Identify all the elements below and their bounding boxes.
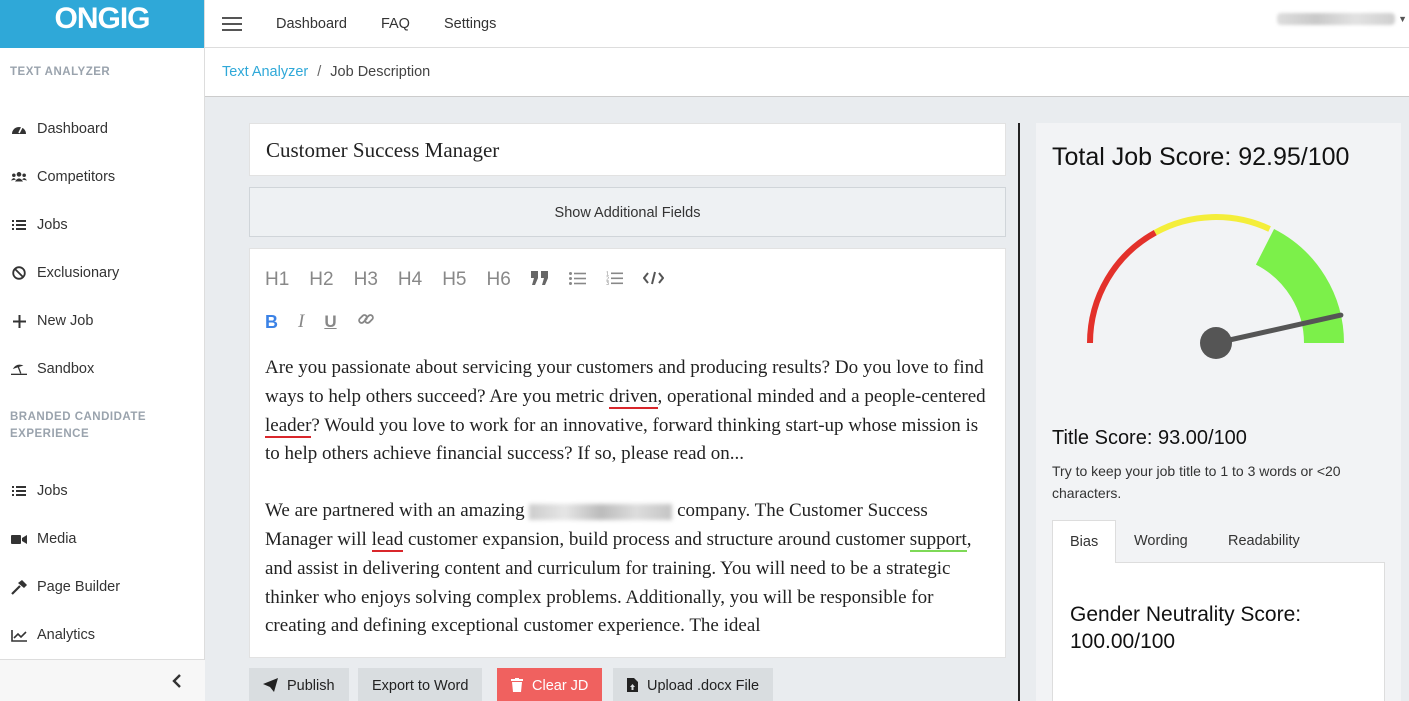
sidebar-item-bce-jobs[interactable]: [0, 467, 204, 515]
video-icon: [11, 534, 27, 545]
sidebar-item-label: Media: [37, 531, 77, 547]
list-icon: [11, 219, 27, 231]
trash-icon: [511, 678, 523, 695]
tab-wording[interactable]: Wording: [1134, 533, 1188, 549]
user-menu[interactable]: [1277, 13, 1395, 25]
tab-readability[interactable]: Readability: [1228, 533, 1300, 549]
svg-text:3: 3: [605, 281, 609, 285]
job-description-body[interactable]: [265, 354, 995, 658]
sidebar-item-label: Page Builder: [37, 579, 121, 595]
score-panel: [1036, 123, 1401, 701]
list-icon: [11, 485, 27, 497]
hammer-icon: [11, 580, 27, 595]
flagged-word-leader[interactable]: leader: [265, 414, 312, 436]
plus-icon: [11, 315, 27, 328]
show-additional-fields-button[interactable]: Show Additional Fields: [249, 187, 1006, 237]
h3-button[interactable]: H3: [353, 269, 378, 290]
chevron-left-icon[interactable]: [172, 672, 182, 695]
breadcrumb-separator: /: [317, 64, 322, 80]
h6-button[interactable]: H6: [486, 269, 511, 290]
sidebar-item-dashboard[interactable]: [0, 105, 204, 153]
job-description-editor[interactable]: [249, 248, 1006, 658]
column-divider: [1018, 123, 1020, 701]
nav-dashboard[interactable]: Dashboard: [276, 15, 347, 32]
sidebar: [0, 0, 205, 701]
bias-tab-pane: [1052, 563, 1385, 701]
gender-neutrality-score: Gender Neutrality Score: 100.00/100: [1070, 603, 1302, 653]
umbrella-beach-icon: [11, 362, 27, 376]
sidebar-item-label: Jobs: [37, 217, 68, 233]
nav-settings[interactable]: Settings: [443, 15, 497, 32]
editor-toolbar-format: [265, 310, 395, 334]
flagged-word-support[interactable]: support: [909, 528, 967, 550]
hamburger-menu-icon[interactable]: [222, 13, 242, 35]
breadcrumb: [205, 48, 1409, 97]
tachometer-icon: [11, 122, 27, 136]
h2-button[interactable]: H2: [309, 269, 334, 290]
total-job-score: Total Job Score: 92.95/100: [1052, 143, 1350, 171]
sidebar-item-label: Exclusionary: [37, 265, 120, 281]
sidebar-item-label: Sandbox: [37, 361, 95, 377]
ongig-logo[interactable]: ONGIG: [0, 0, 204, 48]
bullet-list-icon[interactable]: [569, 269, 586, 291]
sidebar-item-analytics[interactable]: [0, 611, 204, 659]
italic-icon[interactable]: I: [298, 311, 305, 332]
redacted-company-name: [529, 504, 672, 520]
flagged-word-lead[interactable]: lead: [371, 528, 404, 550]
paragraph-1: Are you passionate about servicing your customers and producing results? Do you love to find ways to help others succeed? Are you metric driven, operational minded and a people-centered leader? Would you love to work for an innovative, forward thinking start-up whose mission is to help others achieve financial success? If so, please read on...: [265, 357, 986, 465]
sidebar-item-new-job[interactable]: [0, 297, 204, 345]
svg-text:1: 1: [605, 271, 609, 278]
underline-icon[interactable]: U: [324, 312, 337, 331]
flagged-word-driven[interactable]: driven: [609, 385, 658, 407]
title-score: Title Score: 93.00/100: [1052, 427, 1247, 449]
paragraph-2: We are partnered with an amazing company. The Customer Success Manager will lead customer expansion, build process and structure around customer support, and assist in delivering content and curriculum for training. You will need to be a strategic thinker who enjoys solving complex problems. Additionally, you will be responsible for creating and defining exceptional customer experience. The ideal: [265, 500, 972, 637]
ban-icon: [11, 266, 27, 280]
h5-button[interactable]: H5: [442, 269, 467, 290]
sidebar-collapse-bar[interactable]: [0, 659, 205, 701]
sidebar-item-page-builder[interactable]: [0, 563, 204, 611]
breadcrumb-job-description: Job Description: [330, 64, 431, 80]
svg-text:2: 2: [605, 276, 609, 283]
nav-faq[interactable]: FAQ: [380, 15, 410, 32]
h4-button[interactable]: H4: [397, 269, 423, 290]
tab-bias[interactable]: Bias: [1052, 520, 1116, 564]
quote-icon[interactable]: [531, 269, 549, 291]
publish-button[interactable]: Publish: [249, 668, 349, 701]
numbered-list-icon[interactable]: [606, 269, 623, 291]
link-icon[interactable]: [357, 310, 375, 334]
export-to-word-button[interactable]: Export to Word: [358, 668, 482, 701]
paper-plane-icon: [263, 678, 278, 695]
users-icon: [11, 171, 27, 183]
line-chart-icon: [11, 629, 27, 642]
code-icon[interactable]: [643, 269, 664, 291]
title-score-tip: Try to keep your job title to 1 to 3 words or <20 characters.: [1052, 463, 1341, 501]
sidebar-item-sandbox[interactable]: [0, 345, 204, 393]
caret-down-icon[interactable]: ▼: [1398, 14, 1407, 24]
upload-docx-button[interactable]: Upload .docx File: [613, 668, 773, 701]
sidebar-item-label: Dashboard: [37, 121, 108, 137]
score-gauge: [1086, 205, 1386, 405]
sidebar-item-label: New Job: [37, 313, 94, 329]
score-tabs: [1052, 520, 1385, 563]
section-branded-candidate-experience: BRANDED CANDIDATE EXPERIENCE: [10, 411, 147, 440]
job-title-input[interactable]: Customer Success Manager: [249, 123, 1006, 176]
sidebar-item-competitors[interactable]: [0, 153, 204, 201]
sidebar-item-label: Competitors: [37, 169, 116, 185]
editor-toolbar-headings: [265, 269, 684, 291]
breadcrumb-text-analyzer[interactable]: Text Analyzer: [222, 64, 309, 80]
sidebar-item-jobs[interactable]: [0, 201, 204, 249]
h1-button[interactable]: H1: [265, 269, 290, 290]
file-upload-icon: [627, 678, 638, 695]
bold-icon[interactable]: B: [265, 311, 278, 332]
sidebar-item-label: Jobs: [37, 483, 68, 499]
clear-jd-button[interactable]: Clear JD: [497, 668, 602, 701]
section-text-analyzer: TEXT ANALYZER: [10, 66, 111, 78]
top-navbar: [205, 0, 1409, 48]
sidebar-item-exclusionary[interactable]: [0, 249, 204, 297]
sidebar-item-label: Analytics: [37, 627, 96, 643]
sidebar-item-media[interactable]: [0, 515, 204, 563]
